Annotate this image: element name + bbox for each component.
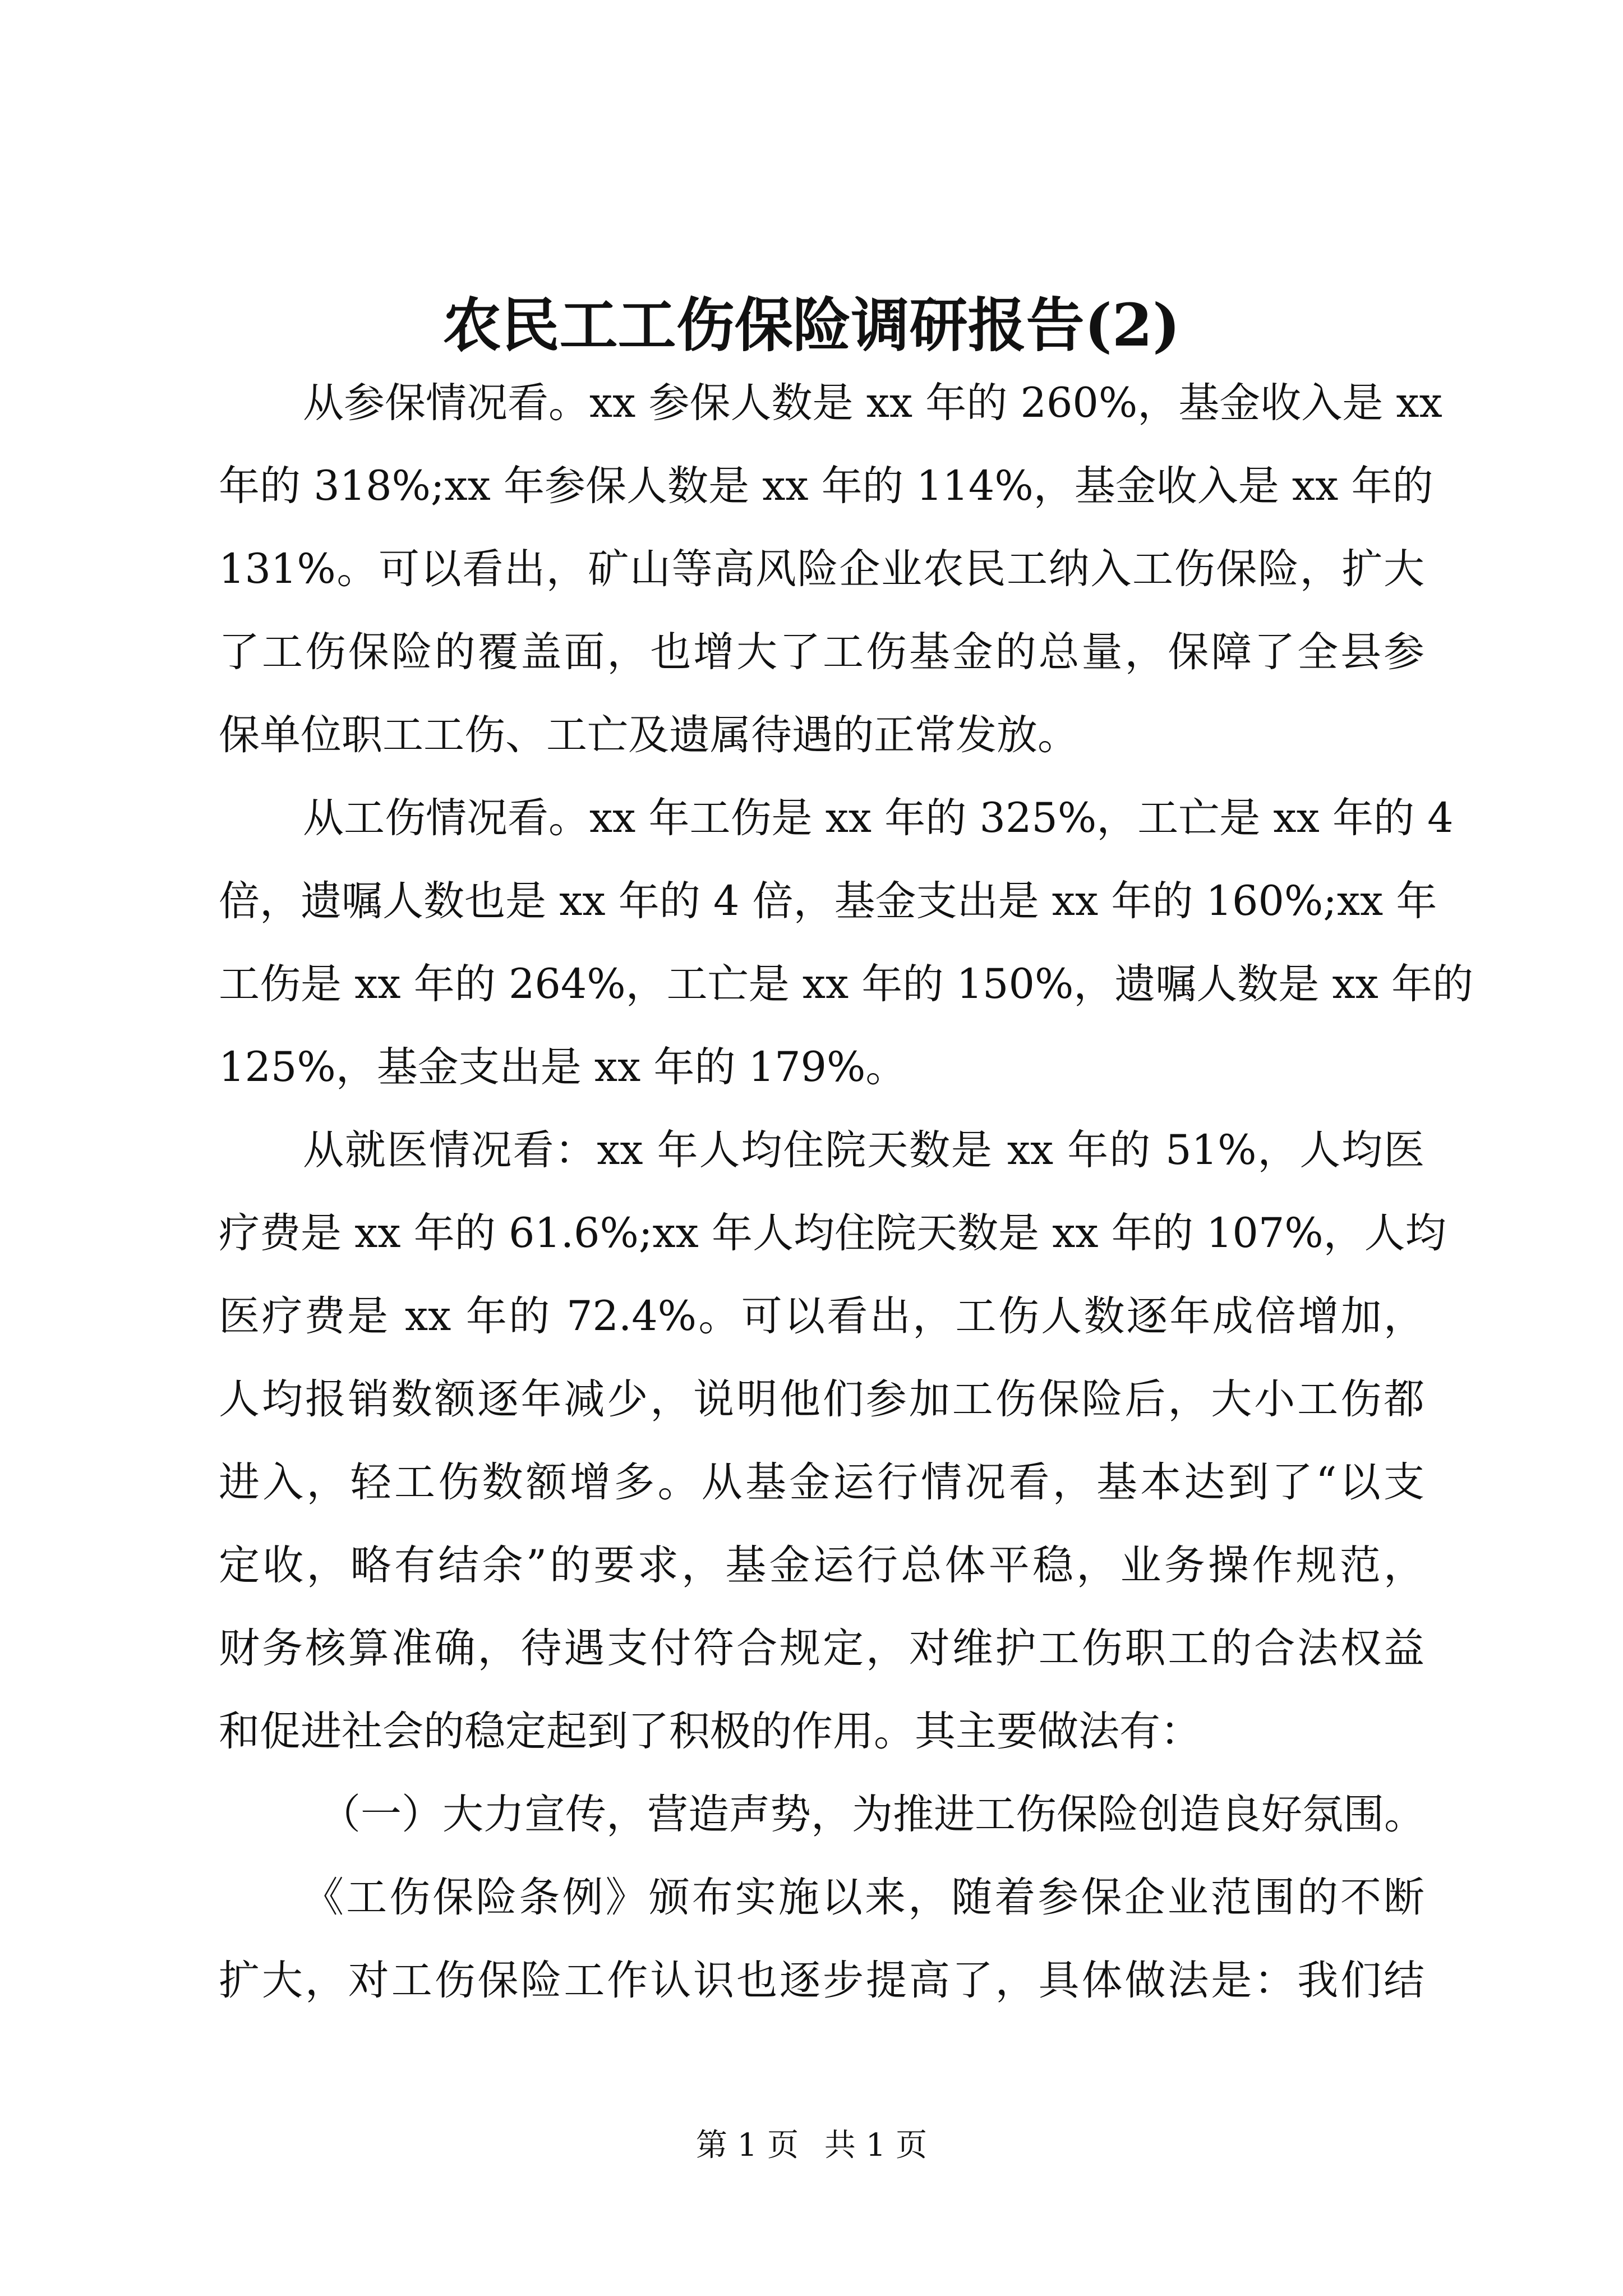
page-footer bbox=[0, 2126, 1623, 2165]
text-line: 进入，轻工伤数额增多。从基金运行情况看，基本达到了“以支 bbox=[219, 1458, 1424, 1506]
page-number: 第 1 页 bbox=[695, 2127, 799, 2164]
text-line: 定收，略有结余”的要求，基金运行总体平稳，业务操作规范， bbox=[219, 1542, 1424, 1589]
text-line: 从工伤情况看。xx 年工伤是 xx 年的 325%，工亡是 xx 年的 4 bbox=[303, 794, 1454, 842]
text-line: 疗费是 xx 年的 61.6%;xx 年人均住院天数是 xx 年的 107%，人均 bbox=[219, 1209, 1446, 1257]
text-line: 从就医情况看：xx 年人均住院天数是 xx 年的 51%，人均医 bbox=[303, 1126, 1424, 1174]
text-line: 工伤是 xx 年的 264%，工亡是 xx 年的 150%，遗嘱人数是 xx 年的 bbox=[219, 960, 1474, 1008]
text-line: 扩大，对工伤保险工作认识也逐步提高了，具体做法是：我们结 bbox=[219, 1957, 1424, 2004]
page-total: 共 1 页 bbox=[824, 2127, 928, 2164]
text-line: 人均报销数额逐年减少，说明他们参加工伤保险后，大小工伤都 bbox=[219, 1375, 1424, 1423]
document-title: 农民工工伤保险调研报告(2) bbox=[442, 291, 1181, 360]
text-line: 年的 318%;xx 年参保人数是 xx 年的 114%，基金收入是 xx 年的 bbox=[219, 462, 1433, 510]
document-body bbox=[219, 362, 1474, 2022]
text-line: 倍，遗嘱人数也是 xx 年的 4 倍，基金支出是 xx 年的 160%;xx 年 bbox=[219, 877, 1437, 925]
text-line: 131%。可以看出，矿山等高风险企业农民工纳入工伤保险，扩大 bbox=[219, 545, 1424, 593]
text-line: 医疗费是 xx 年的 72.4%。可以看出，工伤人数逐年成倍增加， bbox=[219, 1292, 1424, 1340]
text-line: 保单位职工工伤、工亡及遗属待遇的正常发放。 bbox=[219, 711, 1078, 759]
text-line: 125%，基金支出是 xx 年的 179%。 bbox=[219, 1043, 907, 1091]
text-line: 《工伤保险条例》颁布实施以来，随着参保企业范围的不断 bbox=[303, 1874, 1424, 1921]
text-line: 从参保情况看。xx 参保人数是 xx 年的 260%，基金收入是 xx bbox=[303, 379, 1442, 427]
text-line: （一）大力宣传，营造声势，为推进工伤保险创造良好氛围。 bbox=[320, 1791, 1425, 1838]
text-line: 和促进社会的稳定起到了积极的作用。其主要做法有： bbox=[219, 1708, 1201, 1755]
text-line: 了工伤保险的覆盖面，也增大了工伤基金的总量，保障了全县参 bbox=[219, 628, 1424, 676]
text-line: 财务核算准确，待遇支付符合规定，对维护工伤职工的合法权益 bbox=[219, 1625, 1424, 1672]
